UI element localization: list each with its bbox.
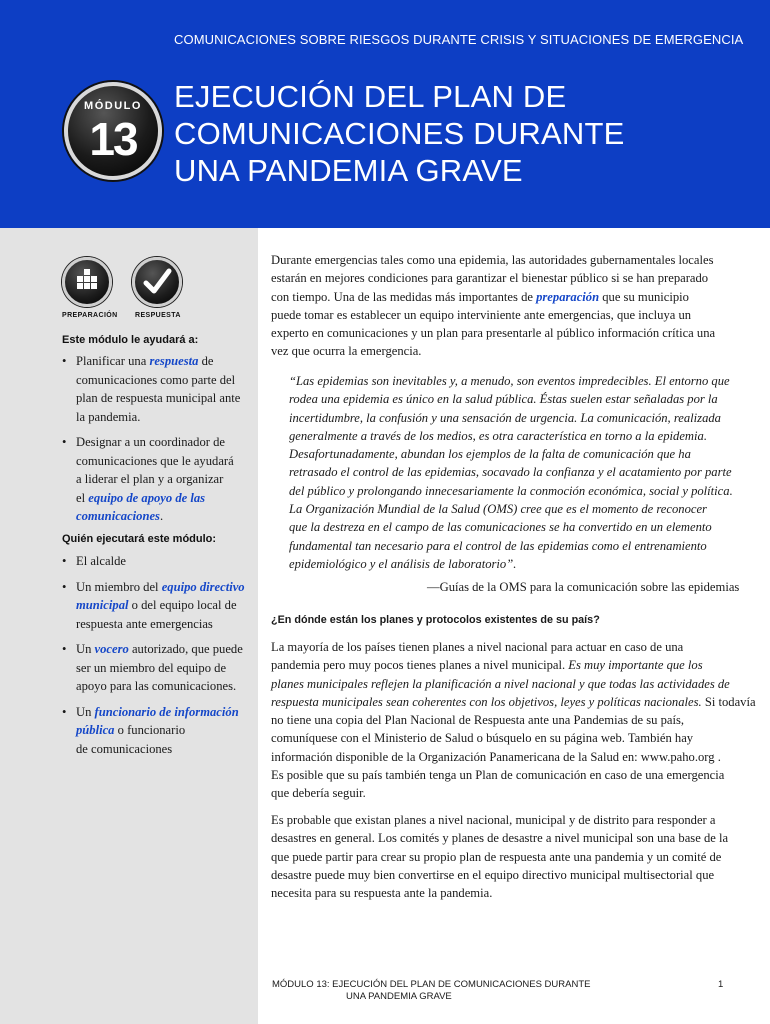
quote-line: “Las epidemias son inevitables y, a menudo, son eventos impredecibles. El entorno que (289, 374, 730, 388)
grid-blocks-icon (62, 257, 112, 307)
text: Un (76, 704, 95, 719)
who-heading: Quién ejecutará este módulo: (62, 533, 217, 545)
list-line: de comunicaciones (76, 741, 173, 756)
list-line: comunicaciones como parte del (76, 372, 236, 387)
text: pandemia pero muy pocos tienes planes a nivel municipal. (271, 658, 569, 673)
who-quote (289, 372, 733, 573)
text-line: desastres en general. Los comités y planes de desastre a nivel municipal son una base de la (271, 831, 729, 846)
glossary-link[interactable]: equipo directivo (161, 579, 245, 594)
list-item (62, 433, 252, 526)
list-line: la pandemia. (76, 409, 141, 424)
quote-line: del público y prolongando innecesariamente la conmoción económica, social y política. (289, 483, 733, 498)
module-label: MÓDULO (84, 100, 142, 112)
text-line (271, 693, 756, 711)
text: autorizado, que puede (128, 642, 243, 656)
module-badge (64, 82, 162, 180)
title-line: COMUNICACIONES DURANTE (174, 116, 625, 151)
body-paragraph (271, 811, 728, 902)
list-line: comunicaciones que le ayudará (76, 453, 234, 468)
header-banner (0, 0, 770, 228)
text-line: información disponible de la Organización Panamericana de la Salud en: www.paho.org . (271, 749, 721, 764)
glossary-link[interactable]: vocero (94, 642, 129, 656)
who-list (62, 552, 252, 765)
list-line (76, 352, 252, 371)
list-line (76, 489, 252, 508)
list-line (76, 721, 252, 740)
list-line (76, 578, 252, 597)
text: que su municipio (599, 289, 689, 304)
text-line: Es probable que existan planes a nivel nacional, municipal y de distrito para responder a (271, 813, 716, 827)
body-paragraph (271, 638, 756, 803)
text-line: desastre puede muy bien convertirse en el equipo directivo municipal multisectorial que (271, 867, 715, 882)
list-line: respuesta ante emergencias (76, 616, 213, 631)
title-line: EJECUCIÓN DEL PLAN DE (174, 79, 567, 114)
list-item (62, 640, 252, 696)
list-line: • Designar a un coordinador de (76, 435, 225, 449)
text-line: La mayoría de los países tienen planes a nivel nacional para actuar en caso de una (271, 640, 684, 654)
quote-line: fundamental tan necesario para el control de las epidemias como el entrenamiento (289, 538, 707, 553)
list-line (76, 703, 252, 722)
title-line: UNA PANDEMIA GRAVE (174, 153, 523, 188)
series-title: COMUNICACIONES SOBRE RIESGOS DURANTE CRISIS Y SITUACIONES DE EMERGENCIA (174, 32, 744, 47)
footer-line: MÓDULO 13: EJECUCIÓN DEL PLAN DE COMUNICACIONES DURANTE (272, 979, 591, 990)
text: . (159, 509, 164, 523)
help-list (62, 352, 252, 533)
quote-line: La Organización Mundial de la Salud (OMS) cree que es el momento de reconocer (289, 502, 707, 517)
text-line: que debería seguir. (271, 786, 366, 801)
list-line: ser un miembro del equipo de (76, 660, 227, 675)
phase-label-respuesta: RESPUESTA (135, 312, 181, 319)
emphasis-line: planes municipales reflejen la planificación a nivel nacional y que todas las actividades de (271, 676, 730, 691)
text: o funcionario (114, 723, 186, 737)
page-number: 1 (718, 979, 724, 990)
module-number: 13 (89, 113, 137, 165)
list-line (76, 596, 252, 615)
text-line: no tiene una copia del Plan Nacional de Respuesta ante una Pandemias de su país, (271, 713, 685, 728)
list-item (62, 703, 252, 759)
text-line: estarán en mejores condiciones para garantizar el bienestar público si se han preparado (271, 271, 709, 286)
glossary-link[interactable]: respuesta (149, 354, 199, 368)
glossary-link[interactable]: municipal (76, 598, 129, 612)
list-line: plan de respuesta municipal ante (76, 391, 241, 405)
quote-line: retrasado el control de las epidemias, socavado la confianza y el acatamiento por parte (289, 465, 732, 480)
list-line: a liderar el plan y a organizar (76, 472, 224, 486)
quote-line: rodea una epidemia es único en la salud pública. Éstas suelen estar señaladas por la (289, 392, 718, 407)
quote-line: Desafortunadamente, abundan los ejemplos de la falta de comunicación que ha (289, 447, 691, 462)
text: Planificar una (76, 354, 150, 368)
quote-line: que la destreza en el campo de las comunicaciones se ha convertido en un elemento (289, 520, 712, 535)
list-line: • El alcalde (76, 554, 126, 568)
list-line (76, 507, 252, 526)
list-item (62, 352, 252, 426)
quote-line: generalmente a través de los medios, es otra característica en torno a la epidemia. (289, 428, 707, 443)
footer-title (272, 979, 590, 1003)
sidebar (0, 228, 258, 1024)
quote-line: epidemiológico y el análisis de laboratorio”. (289, 556, 517, 571)
text: o del equipo local de (128, 598, 237, 612)
list-item (62, 578, 252, 634)
text: Si todavía (701, 694, 756, 709)
text: el (76, 490, 89, 505)
emphasis-text: Es muy importante que los (568, 658, 703, 673)
glossary-link[interactable]: preparación (536, 289, 600, 304)
text-line: experto en comunicaciones y un plan para presentarle al público información crítica una (271, 326, 716, 341)
emphasis-text: respuesta municipales sean coherentes con los objetivos, leyes y políticas nacionales. (271, 694, 702, 709)
text-line: necesita para su respuesta ante la pandemia. (271, 886, 493, 901)
text-line (271, 288, 715, 306)
text: Un miembro del (76, 579, 162, 594)
text-line: que puede partir para crear su propio plan de respuesta ante una pandemia y un comité de (271, 849, 722, 864)
checkmark-icon (132, 257, 182, 307)
section-heading: ¿En dónde están los planes y protocolos existentes de su país? (271, 614, 600, 626)
glossary-link[interactable]: equipo de apoyo de las (88, 490, 206, 505)
text: con tiempo. Una de las medidas más importantes de (271, 289, 537, 304)
glossary-link[interactable]: comunicaciones (76, 509, 160, 523)
text: Un (76, 642, 95, 656)
glossary-link[interactable]: pública (76, 723, 115, 737)
text: de (198, 354, 214, 368)
text-line: comuníquese con el Ministerio de Salud o búsquelo en su página web. También hay (271, 731, 694, 746)
text-line (271, 656, 756, 674)
text-line: puede tomar es establecer un equipo interviniente ante emergencias, que incluya un (271, 307, 692, 322)
text-line: Es posible que su país también tenga un Plan de comunicación en caso de una emergencia (271, 768, 725, 783)
quote-attribution: —Guías de la OMS para la comunicación sobre las epidemias (427, 580, 740, 594)
help-heading: Este módulo le ayudará a: (62, 334, 199, 346)
text-line: Durante emergencias tales como una epidemia, las autoridades gubernamentales locales (271, 253, 714, 267)
list-line: apoyo para las comunicaciones. (76, 679, 237, 693)
page-title (174, 78, 734, 189)
phase-label-preparacion: PREPARACIÓN (62, 312, 118, 319)
quote-line: incertidumbre, la confusión y una sensación de urgencia. La comunicación, realizada (289, 410, 721, 425)
list-item (62, 552, 252, 571)
intro-paragraph (271, 251, 715, 361)
text-line: vez que ocurra la emergencia. (271, 344, 422, 359)
glossary-link[interactable]: funcionario de información (94, 704, 239, 719)
list-line (76, 640, 252, 659)
footer-line: UNA PANDEMIA GRAVE (346, 991, 452, 1002)
